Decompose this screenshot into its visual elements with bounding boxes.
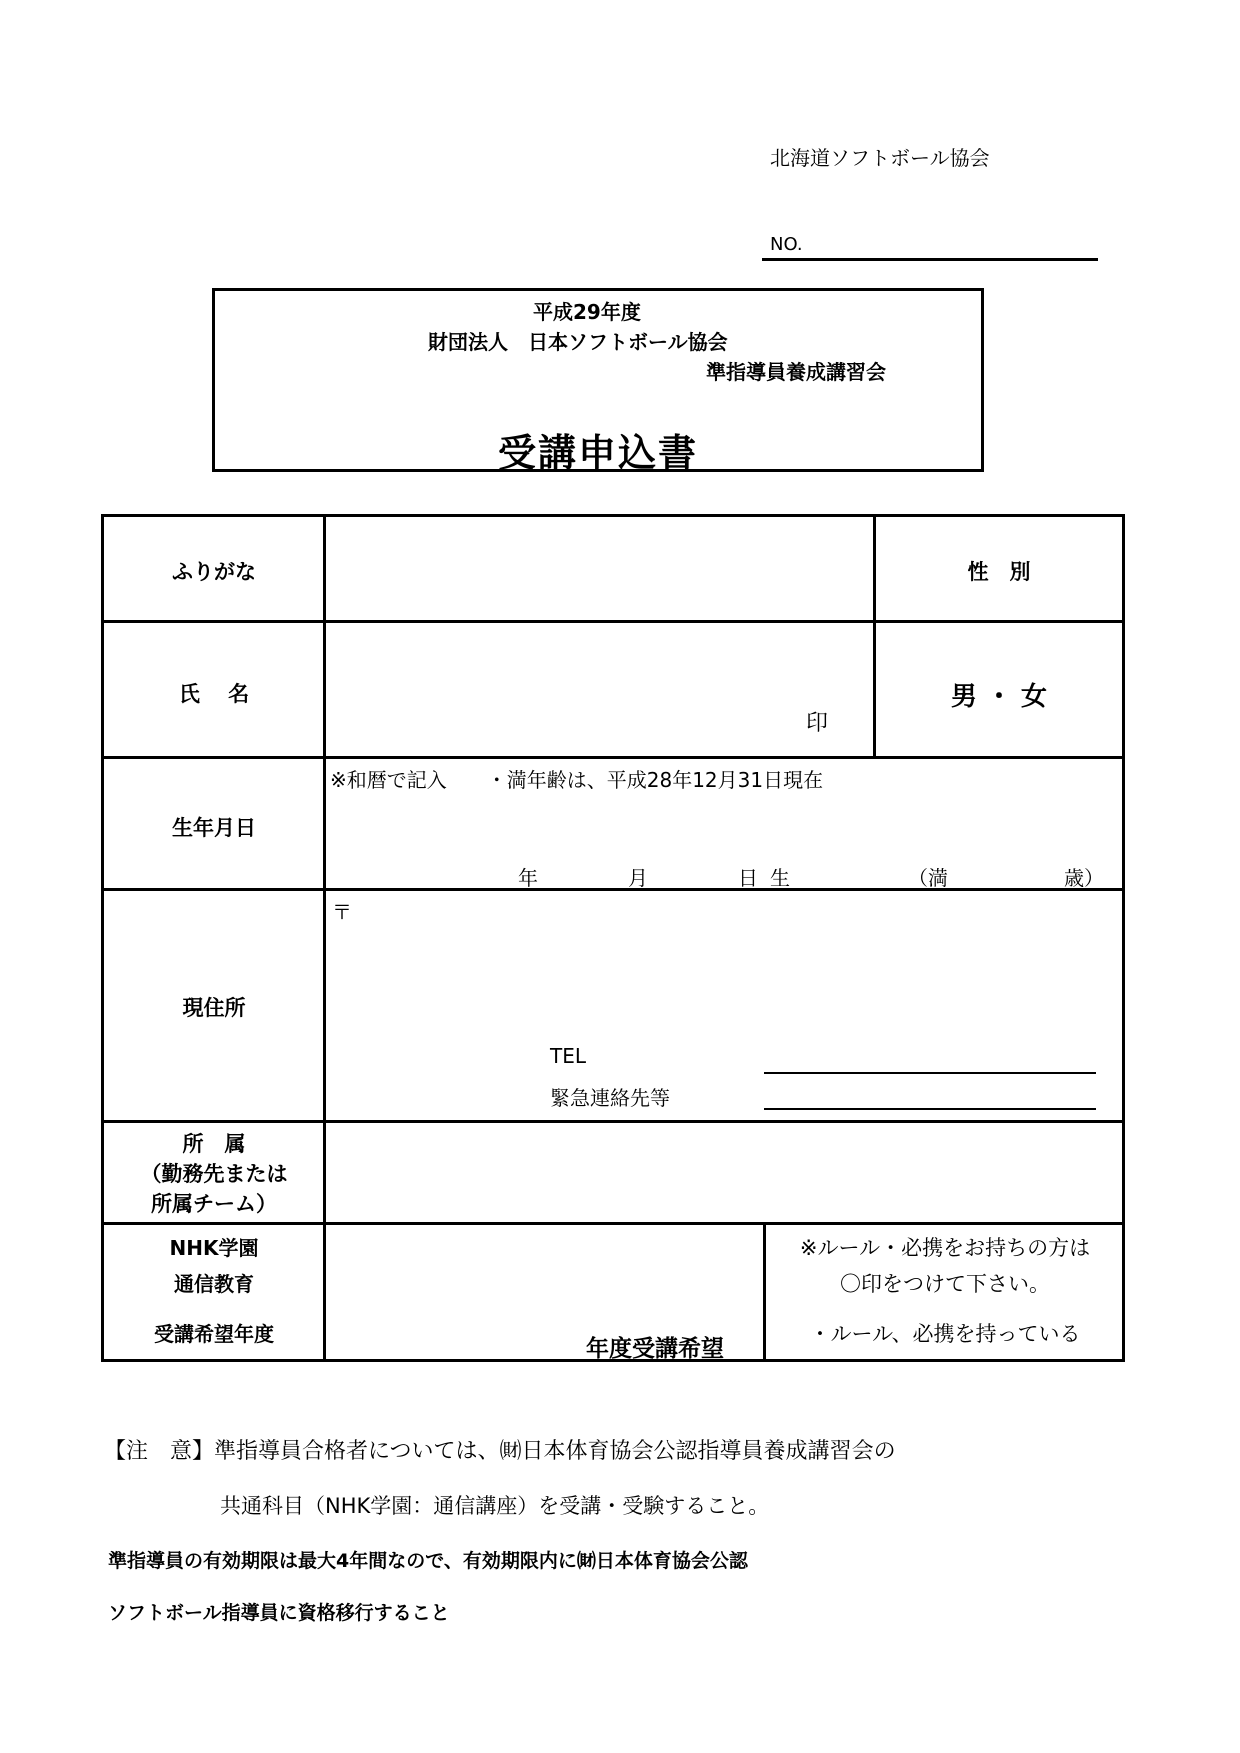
row-divider bbox=[101, 1222, 1125, 1225]
affiliation-field[interactable] bbox=[327, 1124, 1121, 1220]
address-label: 現住所 bbox=[182, 996, 246, 1020]
row-divider bbox=[101, 1120, 1125, 1123]
affiliation-label: 所 属 bbox=[182, 1132, 246, 1156]
tel-label: TEL bbox=[550, 1044, 586, 1068]
rule-note: 〇印をつけて下さい。 bbox=[840, 1272, 1050, 1296]
caution-note: 共通科目（NHK学園：通信講座）を受講・受験すること。 bbox=[220, 1494, 770, 1518]
year-unit: 年 bbox=[518, 866, 538, 890]
birth-date-label: 生年月日 bbox=[172, 816, 256, 840]
row-divider bbox=[101, 888, 1125, 891]
furigana-label: ふりがな bbox=[172, 560, 256, 584]
day-unit: 日 bbox=[738, 866, 758, 890]
rule-note: ※ルール・必携をお持ちの方は bbox=[799, 1236, 1091, 1260]
course-title: 準指導員養成講習会 bbox=[706, 360, 886, 384]
no-field-line[interactable] bbox=[762, 258, 1098, 261]
gender-label: 性 別 bbox=[967, 560, 1031, 584]
age-open: （満 bbox=[908, 866, 948, 890]
rule-column-divider bbox=[763, 1222, 766, 1362]
validity-note: ソフトボール指導員に資格移行すること bbox=[108, 1602, 450, 1624]
postal-mark: 〒 bbox=[332, 900, 352, 924]
nhk-label: 通信教育 bbox=[174, 1272, 254, 1296]
tel-field[interactable] bbox=[764, 1072, 1096, 1074]
nhk-label: 受講希望年度 bbox=[154, 1322, 274, 1346]
birth-date-field[interactable] bbox=[327, 800, 1121, 886]
emergency-contact-label: 緊急連絡先等 bbox=[550, 1086, 670, 1110]
birth-date-note: ※和暦で記入 ・満年齢は、平成28年12月31日現在 bbox=[330, 768, 824, 792]
seal-mark: 印 bbox=[806, 711, 829, 736]
month-unit: 月 bbox=[628, 866, 648, 890]
organization-name: 北海道ソフトボール協会 bbox=[770, 146, 990, 170]
gender-options[interactable]: 男 ・ 女 bbox=[950, 682, 1048, 712]
nhk-label: NHK学園 bbox=[169, 1236, 259, 1260]
name-label: 氏 名 bbox=[178, 682, 250, 706]
association-title: 財団法人 日本ソフトボール協会 bbox=[428, 330, 728, 354]
born-unit: 生 bbox=[770, 866, 790, 890]
address-field[interactable] bbox=[327, 892, 1121, 1032]
document-title: 受講申込書 bbox=[498, 431, 699, 475]
affiliation-sublabel: （勤務先または bbox=[140, 1162, 288, 1186]
row-divider bbox=[101, 756, 1125, 759]
rule-option[interactable]: ・ルール、必携を持っている bbox=[809, 1322, 1081, 1346]
furigana-field[interactable] bbox=[327, 518, 871, 618]
gender-column-divider bbox=[873, 514, 876, 758]
emergency-contact-field[interactable] bbox=[764, 1108, 1096, 1110]
age-close: 歳） bbox=[1064, 866, 1104, 890]
caution-note: 【注 意】準指導員合格者については、㈶日本体育協会公認指導員養成講習会の bbox=[104, 1439, 896, 1464]
no-label: NO. bbox=[770, 234, 803, 255]
affiliation-sublabel: 所属チーム） bbox=[151, 1192, 277, 1216]
row-divider bbox=[101, 620, 1125, 623]
name-field[interactable] bbox=[327, 624, 871, 754]
validity-note: 準指導員の有効期限は最大4年間なので、有効期限内に㈶日本体育協会公認 bbox=[108, 1550, 748, 1572]
nhk-desire-text: 年度受講希望 bbox=[586, 1336, 724, 1362]
fiscal-year-title: 平成29年度 bbox=[533, 300, 641, 324]
